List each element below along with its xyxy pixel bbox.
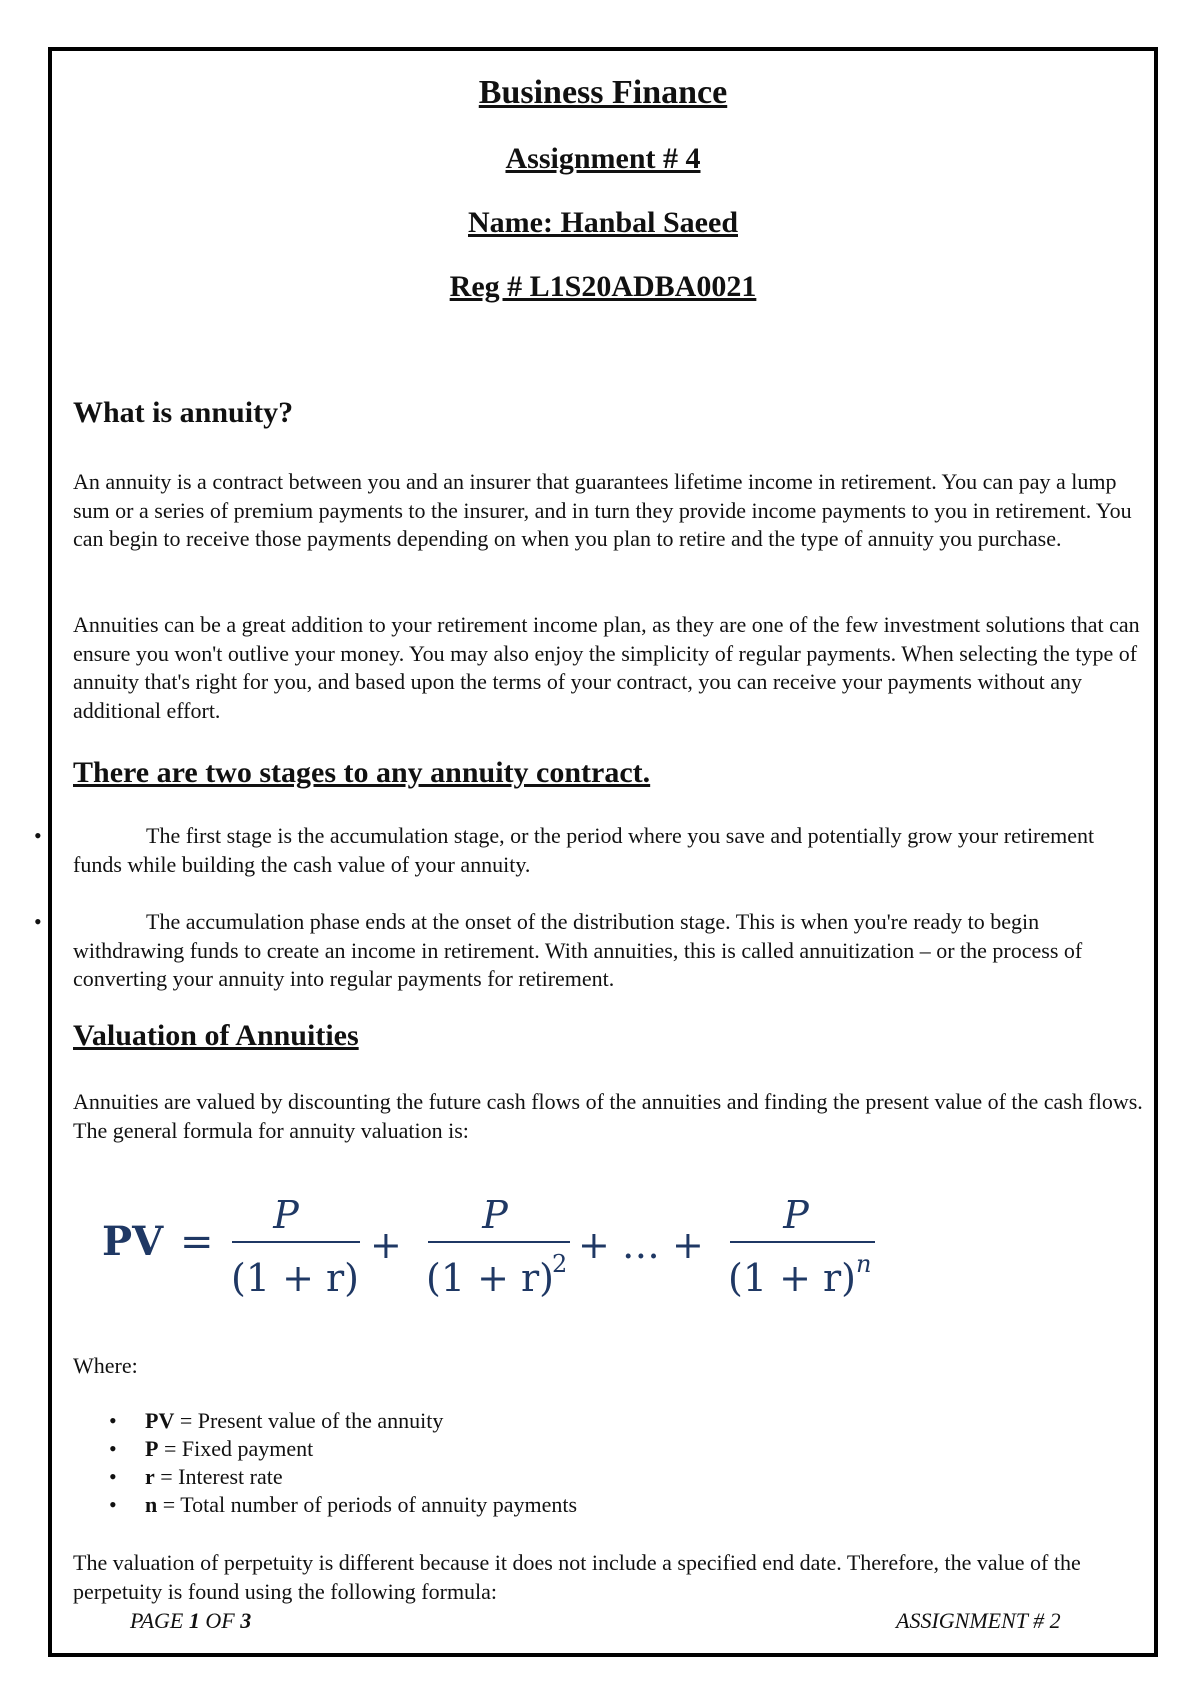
annuity-paragraph-1: An annuity is a contract between you and an insurer that guarantees lifetime income in retirement. You can pay a lump sum or a series of premium payments to the insurer, and in turn they provide income payments to you in retirement. You can begin to receive those payments depending on when you plan to retire and the type of annuity you purchase.	[73, 469, 1132, 551]
stage-bullet-2-text: The accumulation phase ends at the onset of the distribution stage. This is when you're ready to begin withdrawing funds to create an income in retirement. With annuities, this is called annuitization – or the process of converting your annuity into regular payments for retirement.	[73, 909, 1083, 991]
list-item	[103, 1435, 577, 1463]
variable-definitions	[103, 1407, 577, 1519]
page-current: 1	[188, 1608, 200, 1633]
list-item	[103, 1491, 577, 1519]
formula-denominator-3: (1 + r)	[728, 1256, 856, 1300]
page-prefix: PAGE	[130, 1608, 189, 1633]
definition-term: P	[145, 1436, 159, 1461]
course-title: Business Finance	[478, 74, 728, 111]
formula-plus-2: + … +	[578, 1223, 704, 1267]
bullet-dot: •	[34, 823, 42, 848]
where-label: Where:	[73, 1353, 138, 1378]
definition-desc: = Present value of the annuity	[174, 1408, 444, 1433]
formula-pv: PV	[102, 1218, 164, 1265]
definition-desc: = Interest rate	[154, 1464, 283, 1489]
annuity-pv-formula	[100, 1188, 900, 1308]
registration-number: Reg # L1S20ADBA0021	[449, 270, 757, 303]
bullet-dot: •	[34, 909, 42, 934]
stage-bullet-1-text: The first stage is the accumulation stage, or the period where you save and potentially grow your retirement funds while building the cash value of your annuity.	[73, 823, 1095, 877]
perpetuity-paragraph: The valuation of perpetuity is different because it does not include a specified end date. Therefore, the value of the perpetuity is found using the following formula:	[73, 1550, 1081, 1604]
assignment-number: Assignment # 4	[505, 142, 701, 175]
page-of: OF	[199, 1608, 241, 1633]
list-item	[103, 1407, 577, 1435]
annuity-paragraph-2: Annuities can be a great addition to your retirement income plan, as they are one of the few investment solutions that can ensure you won't outlive your money. You may also enjoy the simplicity of regular payments. When selecting the type of annuity that's right for you, and based upon the terms of your contract, you can receive your payments without any additional effort.	[73, 612, 1140, 723]
footer-assignment: ASSIGNMENT # 2	[896, 1608, 1061, 1633]
formula-numerator-1: P	[273, 1193, 299, 1237]
student-name: Name: Hanbal Saeed	[468, 206, 738, 239]
formula-numerator-3: P	[783, 1193, 809, 1237]
valuation-intro: Annuities are valued by discounting the future cash flows of the annuities and finding the present value of the cash flows. The general formula for annuity valuation is:	[73, 1089, 1143, 1143]
definition-term: n	[145, 1492, 158, 1517]
formula-denominator-1: (1 + r)	[231, 1256, 359, 1300]
page-total: 3	[240, 1608, 252, 1633]
formula-equals: =	[180, 1219, 214, 1265]
formula-plus-1: +	[370, 1223, 402, 1267]
definition-term: PV	[145, 1408, 175, 1433]
definition-desc: = Fixed payment	[158, 1436, 314, 1461]
formula-exponent-3: n	[856, 1250, 872, 1278]
definition-term: r	[145, 1464, 155, 1489]
stages-heading: There are two stages to any annuity contract.	[73, 756, 651, 789]
page-number	[130, 1608, 251, 1634]
bullet-dot: •	[109, 1408, 117, 1433]
formula-exponent-2: 2	[552, 1250, 568, 1278]
bullet-dot: •	[109, 1464, 117, 1489]
definition-desc: = Total number of periods of annuity payments	[157, 1492, 578, 1517]
valuation-heading: Valuation of Annuities	[73, 1019, 359, 1052]
list-item	[103, 1463, 577, 1491]
bullet-dot: •	[109, 1492, 117, 1517]
bullet-dot: •	[109, 1436, 117, 1461]
stage-bullet-1	[73, 822, 1143, 879]
formula-numerator-2: P	[482, 1193, 508, 1237]
stage-bullet-2	[73, 908, 1143, 994]
annuity-heading: What is annuity?	[73, 396, 294, 429]
formula-denominator-2: (1 + r)	[426, 1256, 554, 1300]
